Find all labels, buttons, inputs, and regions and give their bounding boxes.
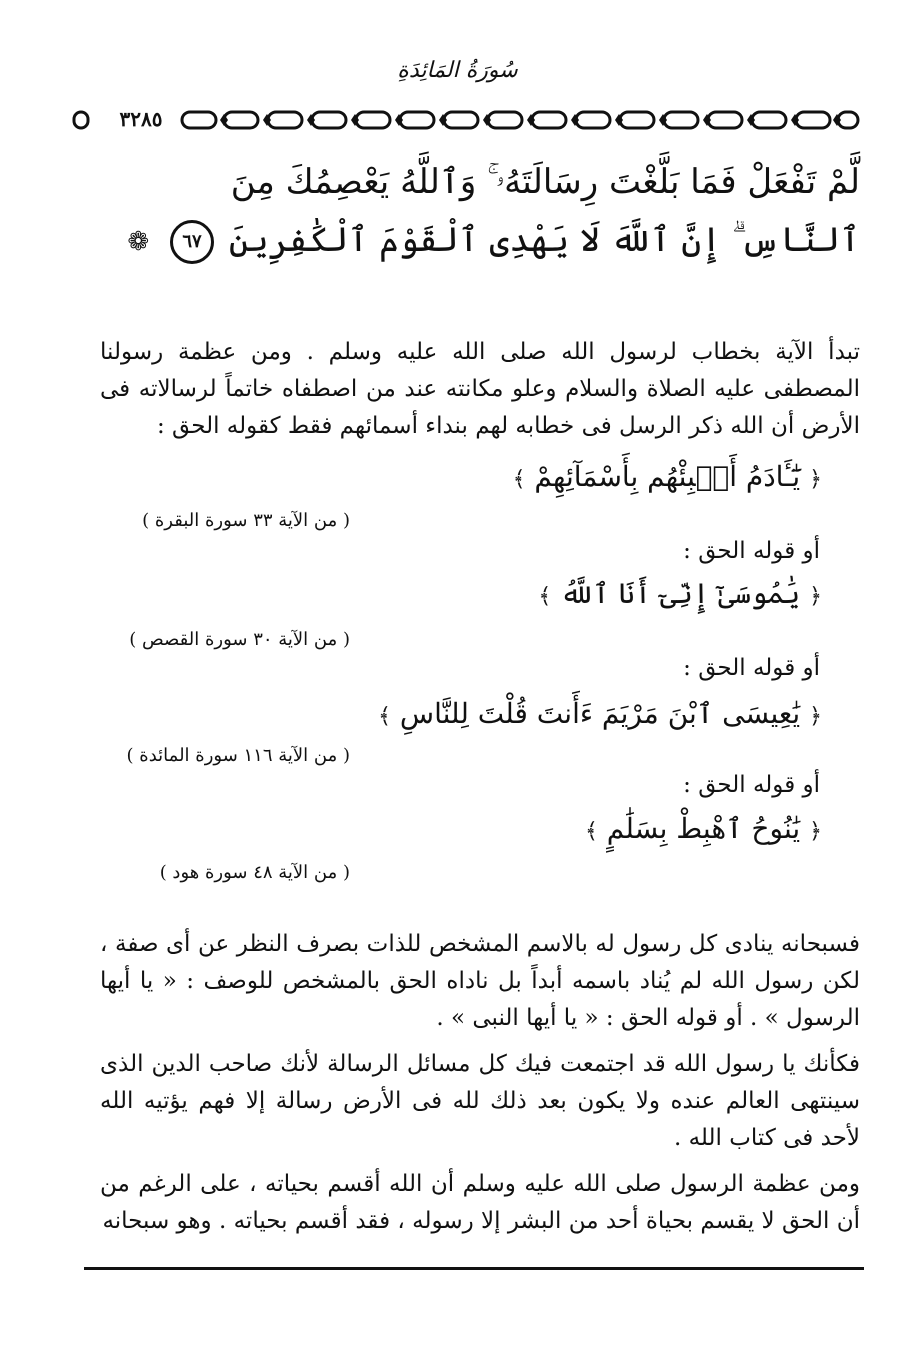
quote-close-ornament-icon: ﴾ [378, 704, 391, 729]
quote-musa [100, 573, 822, 618]
quote-text: يَٰنُوحُ ٱهْبِطْ بِسَلَٰمٍ [606, 812, 801, 845]
quote-open-ornament-icon: ﴿ [809, 819, 822, 844]
quran-verse-line-1 [100, 156, 860, 208]
paragraph-text: ومن عظمة الرسول صلى الله عليه وسلم أن الله أقسم بحياته ، على الرغم من أن الحق لا يقسم بحياة أحد من البشر إلا رسوله ، فقد أقسم بحياته . وهو سبحانه [100, 1171, 860, 1234]
quote-intro: أو قوله الحق : [683, 655, 820, 681]
quote-close-ornament-icon: ﴾ [512, 467, 526, 492]
paragraph-intro [100, 334, 860, 445]
quote-reference: ( من الآية ٣٠ سورة القصص ) [129, 629, 350, 650]
quote-open-ornament-icon: ﴿ [809, 584, 822, 609]
quote-intro: أو قوله الحق : [683, 538, 820, 564]
ayah-number-marker: ٦٧ [170, 220, 214, 264]
quote-intro: أو قوله الحق : [683, 772, 820, 798]
paragraph-text: فسبحانه ينادى كل رسول له بالاسم المشخص للذات بصرف النظر عن أى صفة ، لكن رسول الله لم يُناد باسمه أبداً بل ناداه الحق بالمشخص للوصف : « يا أيها الرسول » . أو قوله الحق : « يا أيها النبى » . [100, 931, 860, 1031]
quran-verse-line-2 [100, 214, 860, 268]
quote-adam [100, 456, 822, 501]
footer-divider [84, 1267, 864, 1270]
quote-text: يَٰٓـَٔادَمُ أَنۢبِئْهُم بِأَسْمَآئِهِمْ [534, 460, 801, 493]
paragraph-text: فكأنك يا رسول الله قد اجتمعت فيك كل مسائل الرسالة لأنك صاحب الدين الذى سينتهى العالم عنده ولا يكون بعد ذلك لله فى الأرض رسالة إلا فهم يؤتيه الله لأحد فى كتاب الله . [100, 1051, 860, 1151]
quote-text: يَٰعِيسَى ٱبْنَ مَرْيَمَ ءَأَنتَ قُلْتَ لِلنَّاسِ [399, 697, 801, 730]
quote-open-ornament-icon: ﴿ [809, 467, 822, 492]
quote-reference: ( من الآية ٣٣ سورة البقرة ) [142, 510, 350, 531]
quote-reference: ( من الآية ٤٨ سورة هود ) [159, 862, 350, 883]
paragraph-text: تبدأ الآية بخطاب لرسول الله صلى الله عليه وسلم . ومن عظمة رسولنا المصطفى عليه الصلاة والسلام وعلو مكانته عند من اصطفاه خاتماً لرسالاته فى الأرض أن الله ذكر الرسل فى خطابه لهم بنداء أسمائهم فقط كقوله الحق : [100, 339, 860, 439]
quote-close-ornament-icon: ﴾ [538, 584, 552, 609]
quote-open-ornament-icon: ﴿ [809, 704, 822, 729]
page-number: ٣٢٨٥ [119, 107, 163, 131]
quote-reference: ( من الآية ١١٦ سورة المائدة ) [126, 745, 350, 766]
paragraph-oath [100, 1166, 860, 1240]
quote-text: يَٰمُوسَىٰٓ إِنِّىٓ أَنَا ٱللَّهُ [560, 577, 801, 610]
paragraph-culmination [100, 1046, 860, 1157]
verse-end-flower-icon: ❁ [127, 227, 150, 257]
verse-text-1: لَّمْ تَفْعَلْ فَمَا بَلَّغْتَ رِسَالَتَهُۥ ۚ وَٱللَّهُ يَعْصِمُكَ مِنَ [230, 162, 860, 202]
quote-isa [100, 693, 822, 738]
verse-text-2: ٱلنَّاسِ ۗ إِنَّ ٱللَّهَ لَا يَهْدِى ٱلْقَوْمَ ٱلْكَٰفِرِينَ [228, 220, 860, 260]
header-ornament-border [72, 104, 862, 138]
paragraph-vocative [100, 926, 860, 1037]
quote-close-ornament-icon: ﴾ [584, 819, 598, 844]
quote-nuh [100, 808, 822, 853]
surah-title: سُورَةُ المَائِدَةِ [397, 58, 518, 83]
